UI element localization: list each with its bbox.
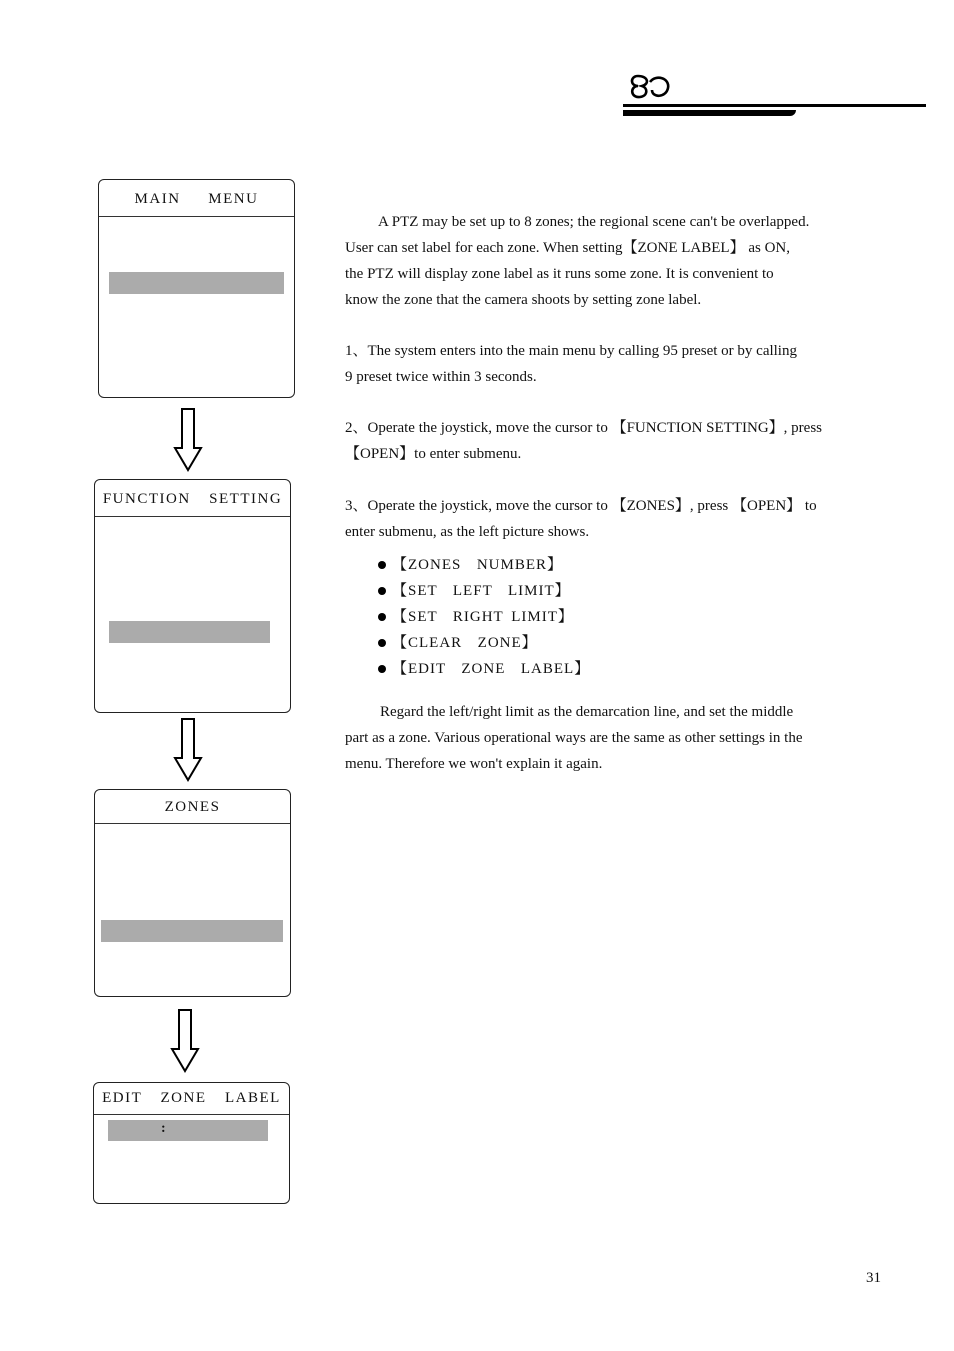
text-line: 9 preset twice within 3 seconds. xyxy=(345,369,537,385)
text-line: menu. Therefore we won't explain it again. xyxy=(345,756,603,772)
header-rule-thin xyxy=(623,104,926,107)
zones-title: ZONES xyxy=(164,799,221,815)
header-rule-thick xyxy=(623,110,796,116)
function-setting-divider xyxy=(95,516,290,517)
text-line: the PTZ will display zone label as it runs some zone. It is convenient to xyxy=(345,266,774,282)
closing-paragraph xyxy=(345,699,900,777)
bullet-dot-icon xyxy=(378,613,386,621)
zones-box xyxy=(94,789,291,997)
intro-paragraph xyxy=(345,209,900,313)
edit-zone-label-title: EDIT ZONE LABEL xyxy=(102,1090,281,1106)
text-line: know the zone that the camera shoots by setting zone label. xyxy=(345,292,702,308)
list-item-label: 【SET LEFT LIMIT】 xyxy=(392,583,571,599)
function-setting-cursor-highlight xyxy=(109,621,270,643)
main-menu-divider xyxy=(99,216,294,217)
text-line: 【OPEN】to enter submenu. xyxy=(345,446,522,462)
bullet-dot-icon xyxy=(378,587,386,595)
down-arrow-icon xyxy=(173,718,203,782)
list-item-label: 【EDIT ZONE LABEL】 xyxy=(392,661,591,677)
text-line: A PTZ may be set up to 8 zones; the regional scene can't be overlapped. xyxy=(378,214,810,230)
edit-zone-label-divider xyxy=(94,1114,289,1115)
main-menu-cursor-highlight xyxy=(109,272,284,294)
edit-zone-label-box xyxy=(93,1082,290,1204)
step-2-paragraph xyxy=(345,415,900,467)
zones-cursor-highlight xyxy=(101,920,283,942)
text-line: 3、Operate the joystick, move the cursor to 【ZONES】, press 【OPEN】 to xyxy=(345,498,817,514)
main-menu-box xyxy=(98,179,295,398)
text-line: part as a zone. Various operational ways are the same as other settings in the xyxy=(345,730,803,746)
list-item xyxy=(378,604,590,630)
down-arrow-icon xyxy=(170,1009,200,1073)
list-item xyxy=(378,656,590,682)
zones-submenu-list xyxy=(378,552,590,682)
list-item xyxy=(378,630,590,656)
text-line: User can set label for each zone. When setting【ZONE LABEL】 as ON, xyxy=(345,240,790,256)
zones-divider xyxy=(95,823,290,824)
page-number: 31 xyxy=(866,1270,881,1286)
down-arrow-icon xyxy=(173,408,203,472)
list-item-label: 【CLEAR ZONE】 xyxy=(392,635,538,651)
list-item-label: 【SET RIGHT LIMIT】 xyxy=(392,609,574,625)
list-item xyxy=(378,578,590,604)
list-item xyxy=(378,552,590,578)
text-line: 2、Operate the joystick, move the cursor to 【FUNCTION SETTING】, press xyxy=(345,420,822,436)
bullet-dot-icon xyxy=(378,561,386,569)
step-3-paragraph xyxy=(345,493,900,545)
main-menu-title: MAIN MENU xyxy=(134,191,259,207)
text-line: 1、The system enters into the main menu by calling 95 preset or by calling xyxy=(345,343,797,359)
step-1-paragraph xyxy=(345,338,900,390)
ornament-glyph-icon xyxy=(628,70,672,102)
edit-zone-label-colon: : xyxy=(161,1121,166,1136)
text-line: enter submenu, as the left picture shows. xyxy=(345,524,590,540)
edit-zone-label-cursor-highlight xyxy=(108,1120,268,1141)
bullet-dot-icon xyxy=(378,665,386,673)
function-setting-box xyxy=(94,479,291,713)
bullet-dot-icon xyxy=(378,639,386,647)
function-setting-title: FUNCTION SETTING xyxy=(102,491,283,507)
text-line: Regard the left/right limit as the demarcation line, and set the middle xyxy=(380,704,794,720)
list-item-label: 【ZONES NUMBER】 xyxy=(392,557,564,573)
